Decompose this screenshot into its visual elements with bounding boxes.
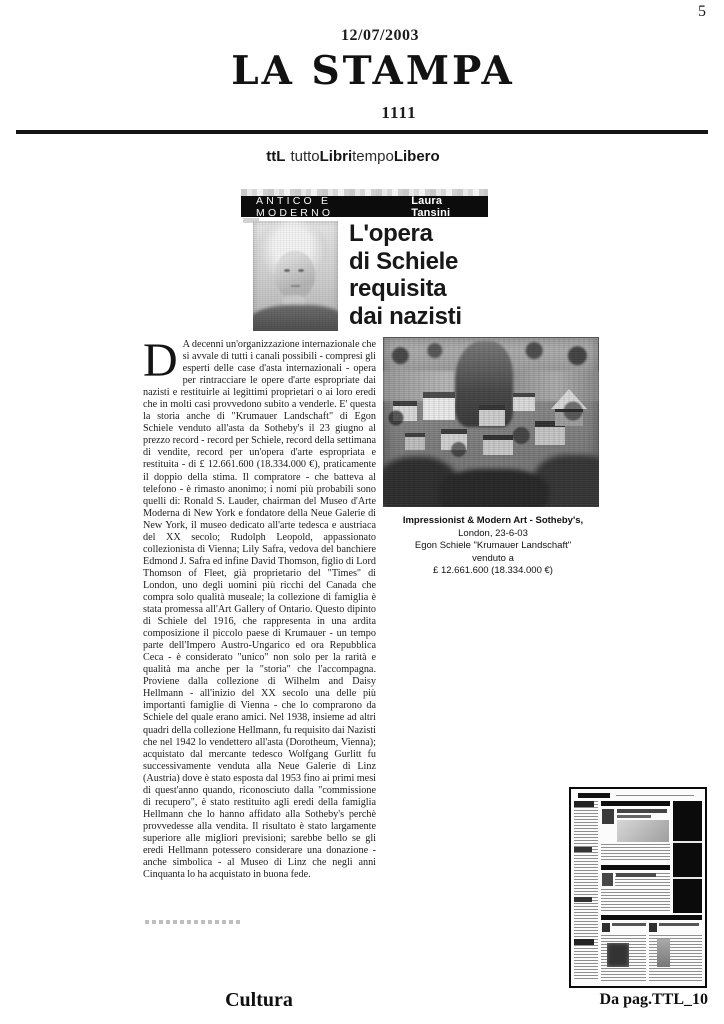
- headline-line: requisita: [349, 275, 447, 302]
- caption-line: Impressionist & Modern Art - Sotheby's,: [402, 515, 584, 526]
- thumb-text-block: [601, 889, 670, 912]
- thumb-photo: [602, 873, 613, 886]
- thumb-rule: [616, 795, 694, 796]
- thumb-photo: [602, 809, 614, 824]
- masthead-title: LA STAMPA: [231, 48, 515, 94]
- body-text: A decenni un'organizzazione internazionale che si avvale di tutti i canali possibili - compresi gli esperti delle case d'asta internazionali - opera per rintracciare le opere d'arte espropriate dai nazisti e restituirle ai legittimi proprietari o ai loro eredi che in molti casi provvedono subito a venderle. E' questa la storia anche di "Krumauer Landschaft" di Egon Schiele venduto all'asta da Sotheby's il 23 giugno al prezzo record - record per Schiele, record della settimana di vendite, record per un'opera d'arte espropriata e restituita - di £ 12.661.600 (18.334.000 €), praticamente il doppio della stima. Il compratore - che batteva al telefono - è rimasto anonimo; i nomi più probabili sono quelli di: Ronald S. Lauder, chairman del Museo d'Arte Moderna di New York e fondatore della Neue Galerie di New York, il museo dedicato all'arte tedesca e austriaca del XX secolo; Rudolph Leopold, appassionato collezionista di Vienna; Lily Safra, vedova del banchiere Edmond J. Safra ed infine David Thomson, figlio di Lord Thomson of Fleet, già proprietario del "Times" di London, uno degli uomini più ricchi del Canada che compra solo qualità museale; la collezione di famiglia è stata promessa all'Art Gallery of Ontario. Questo dipinto di Schiele del 1916, che rappresenta in una ardita composizione il piccolo paese di Krumauer - un tempo parte dell'Impero Austro-Ungarico ed ora Repubblica Ceca - è considerato "unico" non solo per la rarità e qualità ma anche per la "storia" che l'accompagna. Proviene dalla collezione di Wilhelm and Daisy Hellmann - all'inizio del XX secolo una delle più importanti famiglie di Vienna - che lo comprarono da Schiele del quale erano amici. Nel 1938, insieme ad altri quadri della collezione Hellmann, fu requisito dai Nazisti che nel 1942 lo vendettero all'asta (Dorotheum, Vienna); acquistato dal mercante tedesco Wolfgang Gurlitt fu successivamente venduta alla Neue Galerie di Linz (Austria) dove è stato esposta dal 1953 fino ai primi mesi di quest'anno quando, riconosciuto dalla "commissione di recupero", è stato restituito agli eredi della famiglia Hellmann che lo hanno affidato alla Sotheby's perchè provvedesse alla vendita. Il risultato è stato largamente superiore alle migliori previsioni; sarebbe bello se gli eredi Hellmann potessero considerare una donazione - anche simbolica - al Museo di Linz che negli anni Cinquanta lo ha acquistato in buona fede.: [143, 339, 376, 881]
- thumb-text-header: [574, 897, 592, 902]
- thumb-photo: [649, 923, 657, 932]
- supplement-abbrev: ttL: [266, 148, 286, 165]
- thumb-photo: [657, 939, 670, 967]
- thumb-headline: [617, 815, 651, 818]
- artwork-caption: [383, 515, 603, 578]
- thumb-headline: [659, 923, 699, 926]
- photo-grain: [253, 221, 338, 331]
- headline-line: L'opera: [349, 220, 433, 247]
- rubric-label: ANTICO E MODERNO: [256, 194, 334, 219]
- edition-code: 1111: [381, 103, 417, 122]
- page-number: 5: [698, 3, 706, 20]
- caption-line: venduto a: [472, 552, 514, 564]
- thumb-headline: [617, 809, 667, 813]
- caption-line: London, 23-6-03: [458, 527, 528, 539]
- source-page-thumbnail: [569, 787, 707, 988]
- thumb-text-header: [574, 847, 592, 852]
- supplement-logo: [248, 148, 458, 166]
- author-photo: [253, 221, 338, 331]
- scan-artifact-line: [145, 920, 241, 924]
- thumb-headline: [612, 923, 646, 926]
- supplement-word: tutto: [290, 148, 320, 165]
- thumb-section-bar: [601, 801, 670, 806]
- header-divider: [16, 130, 708, 134]
- author-name: Laura Tansini: [411, 194, 451, 219]
- thumb-headline: [616, 873, 656, 877]
- section-label: Cultura: [225, 989, 293, 1011]
- headline-line: di Schiele: [349, 247, 459, 275]
- article-headline: [349, 220, 499, 330]
- thumb-text-header: [574, 801, 594, 807]
- thumb-photo: [607, 943, 629, 967]
- thumb-photo: [617, 820, 669, 842]
- supplement-word: tempo: [352, 148, 394, 165]
- source-page-ref: Da pag.TTL_10: [599, 991, 708, 1008]
- thumb-masthead: [578, 793, 610, 798]
- thumb-photo: [602, 923, 610, 932]
- caption-line: Egon Schiele "Krumauer Landschaft": [414, 540, 572, 552]
- caption-line: £ 12.661.600 (18.334.000 €): [433, 565, 553, 577]
- thumb-section-bar: [601, 915, 702, 920]
- thumb-text-column: [574, 801, 598, 981]
- paint-grain: [383, 337, 599, 507]
- thumb-text-block: [601, 844, 670, 862]
- rubric-banner: [241, 196, 488, 217]
- supplement-word: Libri: [319, 148, 353, 165]
- issue-date: 12/07/2003: [341, 27, 419, 44]
- supplement-word: Libero: [393, 148, 440, 165]
- thumb-ad-block: [673, 801, 702, 913]
- thumb-ad-gap: [673, 841, 702, 843]
- headline-line: dai nazisti: [349, 302, 462, 330]
- artwork-image: [383, 337, 599, 507]
- drop-cap: D: [143, 339, 178, 387]
- article-body: [143, 339, 376, 929]
- thumb-section-bar: [601, 865, 670, 870]
- thumb-ad-gap: [673, 877, 702, 879]
- thumb-text-header: [574, 939, 594, 945]
